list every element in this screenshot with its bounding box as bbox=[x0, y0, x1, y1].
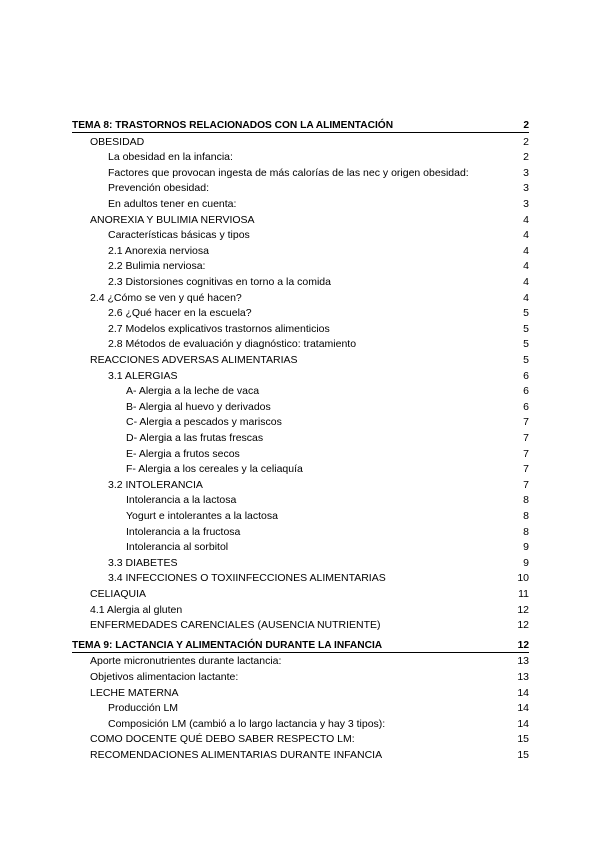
toc-entry-page: 5 bbox=[523, 307, 529, 320]
toc-entry[interactable] bbox=[0, 352, 600, 368]
toc-entry-page: 5 bbox=[523, 338, 529, 351]
toc-entry[interactable] bbox=[0, 477, 600, 493]
toc-entry[interactable] bbox=[0, 274, 600, 290]
toc-entry-page: 14 bbox=[517, 702, 529, 715]
toc-entry-page: 8 bbox=[523, 494, 529, 507]
toc-entry-page: 15 bbox=[517, 733, 529, 746]
toc-entry-page: 2 bbox=[523, 120, 529, 131]
toc-entry-page: 4 bbox=[523, 291, 529, 304]
toc-entry-page: 9 bbox=[523, 556, 529, 569]
toc-entry-title: ENFERMEDADES CARENCIALES (AUSENCIA NUTRIENTE) bbox=[90, 619, 381, 632]
toc-entry-title: Yogurt e intolerantes a la lactosa bbox=[126, 510, 278, 522]
toc-entry[interactable] bbox=[0, 243, 600, 259]
toc-entry-title: 3.4 INFECCIONES O TOXIINFECCIONES ALIMENTARIAS bbox=[108, 572, 386, 585]
toc-entry-title: En adultos tener en cuenta: bbox=[108, 198, 237, 210]
toc-entry-page: 15 bbox=[517, 749, 529, 761]
toc-entry[interactable] bbox=[0, 383, 600, 399]
toc-entry-page: 3 bbox=[523, 166, 529, 179]
toc-entry[interactable] bbox=[0, 492, 600, 508]
toc-entry[interactable] bbox=[0, 570, 600, 586]
toc-entry-title: TEMA 9: LACTANCIA Y ALIMENTACIÓN DURANTE LA INFANCIA bbox=[72, 639, 383, 651]
toc-entry-page: 4 bbox=[523, 213, 529, 226]
toc-entry-title: Composición LM (cambió a lo largo lactancia y hay 3 tipos): bbox=[108, 717, 386, 730]
toc-entry-page: 6 bbox=[523, 385, 529, 398]
toc-entry-title: 3.1 ALERGIAS bbox=[108, 369, 178, 382]
toc-entry-page: 7 bbox=[523, 432, 529, 444]
toc-entry-page: 12 bbox=[517, 639, 529, 651]
toc-entry[interactable] bbox=[0, 653, 600, 669]
toc-entry-page: 2 bbox=[523, 151, 529, 164]
toc-entry[interactable] bbox=[0, 149, 600, 165]
toc-entry-page: 4 bbox=[523, 229, 529, 242]
toc-entry-page: 8 bbox=[523, 525, 529, 538]
toc-entry-title: 3.2 INTOLERANCIA bbox=[108, 478, 203, 491]
toc-entry[interactable] bbox=[0, 321, 600, 337]
toc-entry-title: 2.1 Anorexia nerviosa bbox=[108, 244, 209, 257]
toc-entry[interactable] bbox=[0, 196, 600, 212]
toc-entry-page: 6 bbox=[523, 400, 529, 413]
toc-entry-title: 4.1 Alergia al gluten bbox=[90, 603, 183, 616]
toc-entry-page: 3 bbox=[523, 182, 529, 195]
toc-entry[interactable] bbox=[0, 508, 600, 524]
toc-entry[interactable] bbox=[0, 212, 600, 228]
toc-entry-title: Intolerancia a la lactosa bbox=[126, 494, 237, 507]
toc-entry-title: 3.3 DIABETES bbox=[108, 556, 178, 569]
toc-entry-page: 10 bbox=[517, 572, 529, 585]
toc-entry-title: OBESIDAD bbox=[90, 135, 145, 148]
toc-entry[interactable] bbox=[0, 555, 600, 571]
toc-entry[interactable] bbox=[0, 227, 600, 243]
toc-entry[interactable] bbox=[0, 336, 600, 352]
toc-entry-title: 2.8 Métodos de evaluación y diagnóstico: tratamiento bbox=[108, 338, 357, 351]
toc-entry[interactable] bbox=[0, 461, 600, 477]
toc-entry-page: 12 bbox=[517, 603, 529, 616]
toc-entry[interactable] bbox=[0, 430, 600, 446]
toc-entry[interactable] bbox=[0, 747, 600, 763]
toc-entry-page: 5 bbox=[523, 322, 529, 335]
toc-entry[interactable] bbox=[0, 685, 600, 701]
toc-entry-title: D- Alergia a las frutas frescas bbox=[126, 432, 264, 444]
toc-entry-page: 14 bbox=[517, 686, 529, 699]
toc-entry-title: Prevención obesidad: bbox=[108, 182, 209, 195]
toc-entry-title: E- Alergia a frutos secos bbox=[126, 447, 240, 460]
toc-entry-page: 7 bbox=[523, 478, 529, 491]
toc-entry-page: 7 bbox=[523, 463, 529, 476]
toc-entry-title: A- Alergia a la leche de vaca bbox=[126, 385, 260, 398]
toc-entry[interactable] bbox=[0, 524, 600, 540]
toc-entry[interactable] bbox=[0, 731, 600, 747]
toc-entry-title: COMO DOCENTE QUÉ DEBO SABER RESPECTO LM: bbox=[90, 733, 355, 746]
toc-entry-title: C- Alergia a pescados y mariscos bbox=[126, 416, 282, 429]
toc-entry-page: 7 bbox=[523, 416, 529, 429]
toc-entry-page: 7 bbox=[523, 447, 529, 460]
toc-entry-page: 8 bbox=[523, 510, 529, 522]
toc-entry[interactable] bbox=[0, 716, 600, 732]
toc-entry-page: 4 bbox=[523, 244, 529, 257]
toc-entry-title: 2.3 Distorsiones cognitivas en torno a la comida bbox=[108, 276, 331, 288]
toc-entry-title: CELIAQUIA bbox=[90, 588, 147, 600]
toc-entry-title: Factores que provocan ingesta de más calorías de las nec y origen obesidad: bbox=[108, 166, 469, 179]
toc-entry-title: Intolerancia al sorbitol bbox=[126, 541, 229, 554]
toc-entry-title: 2.4 ¿Cómo se ven y qué hacen? bbox=[90, 291, 242, 304]
toc-entry[interactable] bbox=[0, 539, 600, 555]
toc-entry-page: 13 bbox=[517, 671, 529, 683]
toc-entry[interactable] bbox=[0, 305, 600, 321]
toc-entry[interactable] bbox=[0, 399, 600, 415]
toc-entry[interactable] bbox=[0, 446, 600, 462]
toc-entry[interactable] bbox=[0, 669, 600, 685]
toc-entry-page: 13 bbox=[517, 655, 529, 668]
toc-entry-page: 6 bbox=[523, 369, 529, 382]
toc-entry[interactable] bbox=[0, 180, 600, 196]
toc-entry[interactable] bbox=[0, 602, 600, 618]
toc-entry-page: 14 bbox=[517, 717, 529, 730]
toc-entry-page: 3 bbox=[523, 198, 529, 210]
toc-entry-page: 9 bbox=[523, 541, 529, 554]
toc-entry-title: Intolerancia a la fructosa bbox=[126, 525, 241, 538]
toc-entry-title: La obesidad en la infancia: bbox=[108, 151, 233, 164]
toc-entry-title: 2.6 ¿Qué hacer en la escuela? bbox=[108, 307, 252, 320]
toc-entry-title: F- Alergia a los cereales y la celiaquía bbox=[126, 463, 303, 476]
toc-entry-title: Objetivos alimentacion lactante: bbox=[90, 671, 239, 683]
toc-entry[interactable] bbox=[0, 368, 600, 384]
toc-entry-page: 5 bbox=[523, 354, 529, 366]
toc-entry-title: 2.2 Bulimia nerviosa: bbox=[108, 260, 206, 273]
toc-entry-page: 4 bbox=[523, 276, 529, 288]
toc-entry[interactable] bbox=[0, 290, 600, 306]
toc-entry[interactable] bbox=[0, 134, 600, 150]
toc-entry-title: RECOMENDACIONES ALIMENTARIAS DURANTE INFANCIA bbox=[90, 749, 383, 761]
toc-entry[interactable] bbox=[0, 586, 600, 602]
toc-entry[interactable] bbox=[0, 414, 600, 430]
toc-entry-title: REACCIONES ADVERSAS ALIMENTARIAS bbox=[90, 354, 298, 366]
toc-entry[interactable] bbox=[0, 165, 600, 181]
toc-entry-title: TEMA 8: TRASTORNOS RELACIONADOS CON LA ALIMENTACIÓN bbox=[72, 120, 394, 131]
toc-entry[interactable] bbox=[0, 617, 600, 633]
toc-entry[interactable] bbox=[0, 700, 600, 716]
toc-entry-page: 4 bbox=[523, 260, 529, 273]
toc-entry-title: Producción LM bbox=[108, 702, 179, 715]
toc-entry-title: 2.7 Modelos explicativos trastornos alimenticios bbox=[108, 322, 330, 335]
toc-entry-title: B- Alergia al huevo y derivados bbox=[126, 400, 271, 413]
toc-entry-page: 2 bbox=[523, 135, 529, 148]
toc-entry-title: Características básicas y tipos bbox=[108, 229, 250, 242]
toc-entry-title: ANOREXIA Y BULIMIA NERVIOSA bbox=[90, 213, 255, 226]
toc-entry-page: 12 bbox=[517, 619, 529, 632]
toc-entry-title: LECHE MATERNA bbox=[90, 686, 179, 699]
toc-entry-title: Aporte micronutrientes durante lactancia: bbox=[90, 655, 282, 668]
toc-entry-page: 11 bbox=[518, 588, 529, 600]
toc-entry[interactable] bbox=[0, 258, 600, 274]
